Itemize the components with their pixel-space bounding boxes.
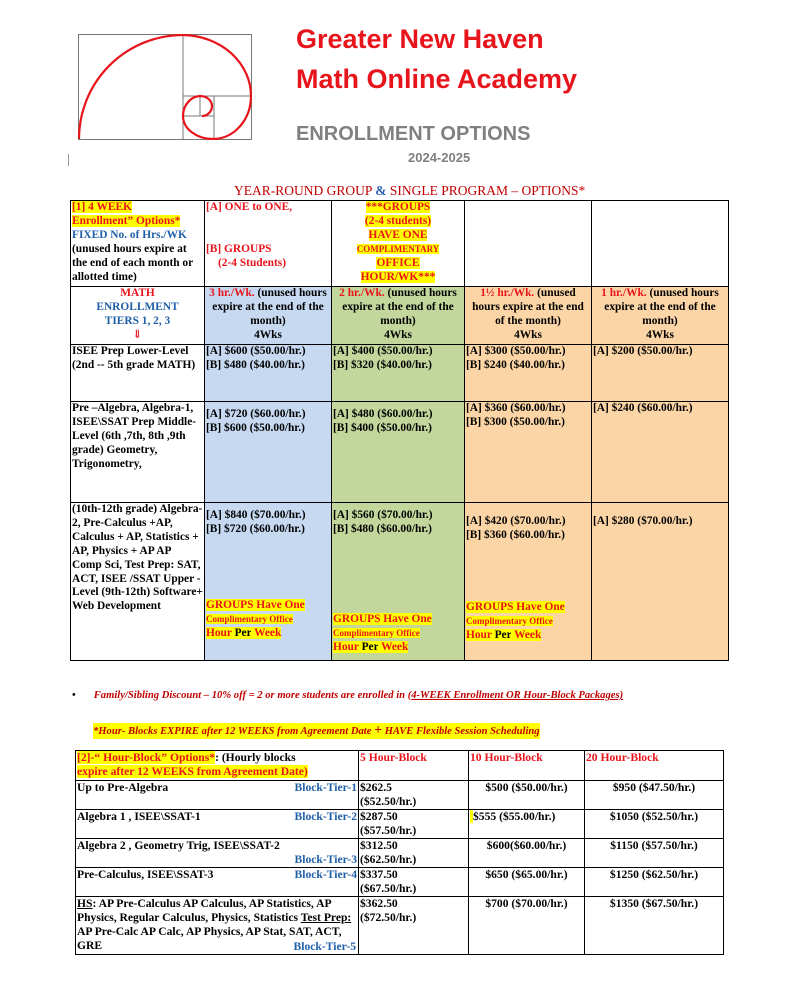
price-10-hour: $555 ($55.00/hr.) <box>469 810 585 839</box>
price-cell: [A] $400 ($50.00/hr.) [B] $320 ($40.00/hr.) <box>332 345 465 402</box>
price-5-hour: $312.50 ($62.50/hr.) <box>359 839 469 868</box>
price-5-hour: $262.5 ($52.50/hr.) <box>359 781 469 810</box>
price-5-hour: $337.50 ($67.50/hr.) <box>359 868 469 897</box>
table-row <box>71 201 729 287</box>
academy-title-line2: Math Online Academy <box>296 64 578 94</box>
hour-block-expiry-note: *Hour- Blocks EXPIRE after 12 WEEKS from Agreement Date + HAVE Flexible Session Scheduling <box>93 723 540 738</box>
price-10-hour: $700 ($70.00/hr.) <box>469 897 585 955</box>
table-row <box>76 751 724 781</box>
price-20-hour: $950 ($47.50/hr.) <box>585 781 724 810</box>
row-label-lower-level: ISEE Prep Lower-Level (2nd -- 5th grade MATH) <box>71 345 205 402</box>
table-row <box>71 345 729 402</box>
groups-office-note: ***GROUPS (2-4 students) HAVE ONE COMPLIMENTARY OFFICE HOUR/WK*** <box>332 201 465 287</box>
table-row <box>76 839 724 868</box>
price-cell: [A] $240 ($60.00/hr.) <box>592 402 729 503</box>
price-10-hour: $600($60.00/hr.) <box>469 839 585 868</box>
header-20-hour: 20 Hour-Block <box>585 751 724 781</box>
price-cell: [A] $600 ($50.00/hr.) [B] $480 ($40.00/hr.) <box>205 345 332 402</box>
block-subject: HS: AP Pre-Calculus AP Calculus, AP Statistics, AP Physics, Regular Calculus, Physics, Statistics Test Prep: AP Pre-Calc AP Calc, AP Physics, AP Stat, SAT, ACT, GRE Block-Tier-5 <box>76 897 359 955</box>
table-row <box>76 781 724 810</box>
column-header-2hr: 2 hr./Wk. (unused hours expire at the end of the month) 4Wks <box>332 287 465 345</box>
price-20-hour: $1150 ($57.50/hr.) <box>585 839 724 868</box>
table-row <box>71 402 729 503</box>
price-cell: [A] $360 ($60.00/hr.) [B] $300 ($50.00/hr.) <box>465 402 592 503</box>
empty-cell <box>592 201 729 287</box>
table-row <box>76 897 724 955</box>
margin-mark <box>68 154 69 166</box>
program-heading: YEAR-ROUND GROUP & SINGLE PROGRAM – OPTIONS* <box>234 183 586 198</box>
golden-spiral-logo <box>78 34 252 140</box>
family-discount-note: • Family/Sibling Discount – 10% off = 2 or more students are enrolled in (4-WEEK Enrollment OR Hour-Block Packages) <box>72 690 624 701</box>
price-10-hour: $650 ($65.00/hr.) <box>469 868 585 897</box>
academy-title-line1: Greater New Haven <box>296 24 544 54</box>
table-row <box>76 810 724 839</box>
table-row <box>71 287 729 345</box>
hour-block-intro: [2]-“ Hour-Block” Options*: (Hourly blocks expire after 12 WEEKS from Agreement Date) <box>76 751 359 781</box>
price-5-hour: $287.50 ($57.50/hr.) <box>359 810 469 839</box>
tiers-label: MATH ENROLLMENT TIERS 1, 2, 3 ⇓ <box>71 287 205 345</box>
four-week-options-table <box>70 200 729 661</box>
column-header-3hr: 3 hr./Wk. (unused hours expire at the end of the month) 4Wks <box>205 287 332 345</box>
price-cell: [A] $480 ($60.00/hr.) [B] $400 ($50.00/hr.) <box>332 402 465 503</box>
price-20-hour: $1350 ($67.50/hr.) <box>585 897 724 955</box>
price-10-hour: $500 ($50.00/hr.) <box>469 781 585 810</box>
block-subject: Block-Tier-2 Algebra 1 , ISEE\SSAT-1 <box>76 810 359 839</box>
header-10-hour: 10 Hour-Block <box>469 751 585 781</box>
row-label-upper-level: (10th-12th grade) Algebra-2, Pre-Calculus +AP, Calculus + AP, Statistics + AP, Physics + AP AP Comp Sci, Test Prep: SAT, ACT, ISEE /SSAT Upper -Level (9th-12th) Software+ Web Development <box>71 503 205 661</box>
price-cell: [A] $720 ($60.00/hr.) [B] $600 ($50.00/hr.) <box>205 402 332 503</box>
intro-cell: [1] 4 WEEK Enrollment” Options* FIXED No. of Hrs./WK (unused hours expire at the end of each month or allotted time) <box>71 201 205 287</box>
price-5-hour: $362.50 ($72.50/hr.) <box>359 897 469 955</box>
block-subject: Block-Tier-4 Pre-Calculus, ISEE\SSAT-3 <box>76 868 359 897</box>
price-cell: [A] $300 ($50.00/hr.) [B] $240 ($40.00/hr.) <box>465 345 592 402</box>
table-row <box>71 503 729 661</box>
block-subject: Algebra 2 , Geometry Trig, ISEE\SSAT-2 Block-Tier-3 <box>77 839 357 866</box>
price-cell: [A] $280 ($70.00/hr.) <box>592 503 729 661</box>
row-label-middle-level: Pre –Algebra, Algebra-1, ISEE\SSAT Prep Middle-Level (6th ,7th, 8th ,9th grade) Geometry, Trigonometry, <box>71 402 205 503</box>
price-cell: [A] $420 ($70.00/hr.) [B] $360 ($60.00/hr.) GROUPS Have One Complimentary Office Hour Per Week <box>465 503 592 661</box>
enrollment-options-heading: ENROLLMENT OPTIONS <box>296 123 531 145</box>
column-header-1-5hr: 1½ hr./Wk. (unused hours expire at the end of the month) 4Wks <box>465 287 592 345</box>
price-cell: [A] $200 ($50.00/hr.) <box>592 345 729 402</box>
school-year: 2024-2025 <box>408 150 471 165</box>
header-5-hour: 5 Hour-Block <box>359 751 469 781</box>
column-header-1hr: 1 hr./Wk. (unused hours expire at the end of the month) 4Wks <box>592 287 729 345</box>
empty-cell <box>465 201 592 287</box>
price-20-hour: $1050 ($52.50/hr.) <box>585 810 724 839</box>
price-20-hour: $1250 ($62.50/hr.) <box>585 868 724 897</box>
hour-block-options-table <box>75 750 724 955</box>
table-row <box>76 868 724 897</box>
block-subject: Block-Tier-1 Up to Pre-Algebra <box>76 781 359 810</box>
options-cell: [A] ONE to ONE, [B] GROUPS (2-4 Students) <box>205 201 332 287</box>
price-cell: [A] $840 ($70.00/hr.) [B] $720 ($60.00/hr.) GROUPS Have One Complimentary Office Hour Per Week <box>205 503 332 661</box>
price-cell: [A] $560 ($70.00/hr.) [B] $480 ($60.00/hr.) GROUPS Have One Complimentary Office Hour Per Week <box>332 503 465 661</box>
